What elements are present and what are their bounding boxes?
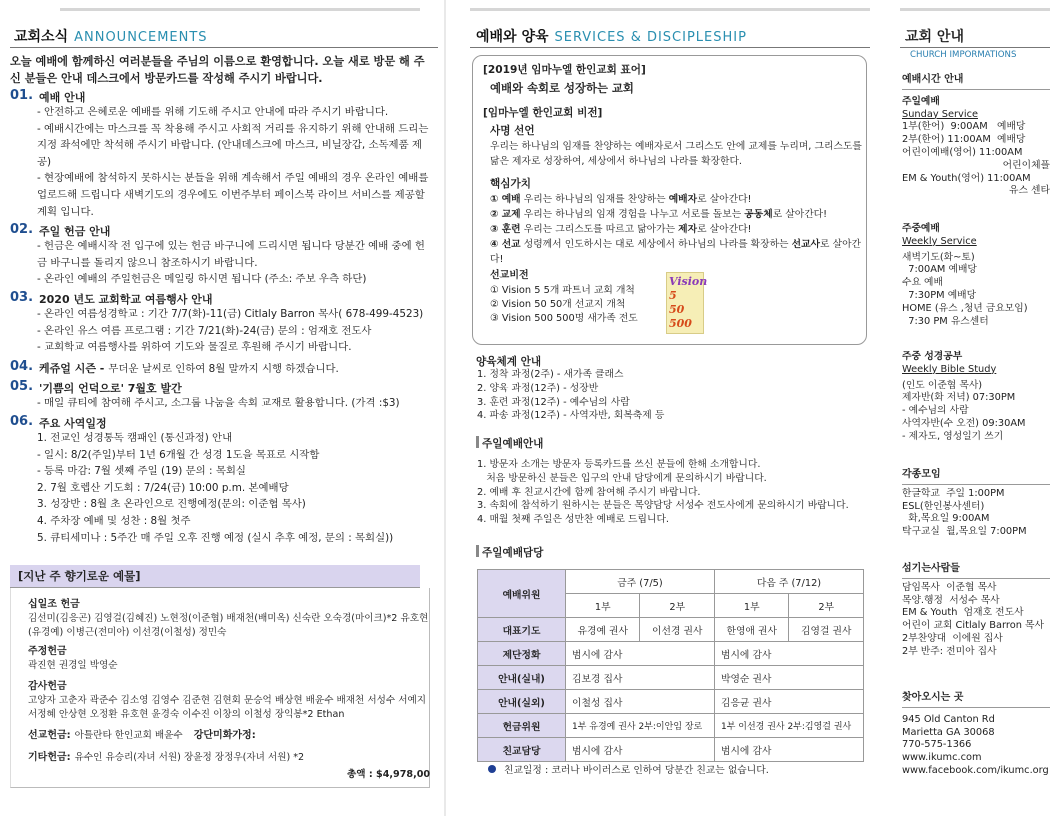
announcement-title-text: '기쁨의 언덕으로' 7월호 발간 — [39, 382, 182, 395]
vision-graphic-word: Vision — [669, 275, 708, 288]
servant-line: 목양.행정 서성수 목사 — [902, 594, 1000, 606]
duty-cell: 유경예 권사 — [566, 618, 640, 642]
sunday-guide-item: 1. 방문자 소개는 방문자 등록카드를 쓰신 분들에 한해 소개합니다. — [477, 459, 761, 470]
duty-cell: 1부 이선경 권사 2부:김영걸 권사 — [714, 714, 863, 738]
announcement-body — [37, 395, 432, 412]
duty-cell: 이선경 권사 — [640, 618, 715, 642]
announcement-line: 5. 큐티세미나 : 5주간 매 주일 오후 진행 예정 (실시 추후 예정, 문의 : 목회실)) — [37, 531, 394, 544]
core-value-em: 공동체 — [744, 209, 773, 220]
mission-vision-item: ③ Vision 500 500명 새가족 전도 — [490, 313, 638, 324]
offering-group-title: 주정헌금 — [28, 646, 67, 657]
duty-cell: 범시에 감사 — [566, 738, 715, 762]
announcement-line: - 매일 큐티에 참여해 주시고, 소그룹 나눔을 속회 교재로 활용합니다. (가격 :$3) — [37, 397, 400, 409]
bible-study-title: 주중 성경공부 — [902, 351, 963, 362]
vision-graphic-5: 5 — [669, 289, 677, 302]
duty-cell: 범시에 감사 — [714, 738, 863, 762]
core-value-text: 우리는 그리스도를 따르고 닮아가는 — [520, 224, 679, 235]
church-info-subtitle: CHURCH IMPORMATIONS — [910, 50, 1017, 60]
vision-graphic-500: 500 — [669, 317, 692, 330]
duty-cell: 범시에 감사 — [566, 642, 715, 666]
announcement-title — [39, 89, 85, 105]
location-line: 945 Old Canton Rd — [902, 713, 995, 725]
weekly-line: 수요 예배 — [902, 277, 943, 289]
core-value-text: 우리는 하나님의 임재 경험을 나누고 서로를 돌보는 — [520, 209, 745, 220]
offering-title-box — [10, 565, 420, 588]
weekly-line: 새벽기도(화~토) — [902, 251, 975, 263]
announcement-title-text: 주요 사역일정 — [39, 417, 107, 430]
services-title-en: SERVICES & DISCIPLESHIP — [554, 30, 747, 45]
announcement-title — [39, 380, 182, 396]
announcement-body — [37, 430, 432, 546]
announcement-line: 2. 7월 호렙산 기도회 : 7/24(금) 10:00 p.m. 본예배당 — [37, 481, 289, 494]
sunday-times — [902, 121, 1050, 159]
duty-role: 대표기도 — [478, 618, 566, 642]
core-value-post: 로 살아간다! — [772, 209, 828, 220]
servants-lines — [902, 582, 1050, 659]
announcement-number: 06. — [10, 414, 34, 429]
duty-role: 안내(실외) — [478, 690, 566, 714]
announcements-title-ko: 교회소식 — [14, 29, 69, 45]
sunday-guide-item: 3. 속회에 참석하기 원하시는 분들은 목양담당 서성수 전도사에게 문의하시기 바랍니다. — [477, 500, 849, 512]
location-line: Marietta GA 30068 — [902, 726, 995, 738]
announcement-number: 04. — [10, 359, 34, 374]
core-value-num: ④ 선교 — [490, 239, 521, 250]
groups — [902, 469, 1050, 539]
bullet-dot-icon — [488, 765, 496, 773]
sunday-guide-list — [477, 458, 867, 527]
servant-line: 2부 반주: 전미아 집사 — [902, 645, 997, 657]
bible-line: 사역자반(수 오전) 09:30AM — [902, 417, 1026, 429]
core-value-num: ① 예배 — [490, 194, 521, 205]
duty-cell: 1부 유경예 권사 2부:이안임 장로 — [566, 714, 715, 738]
sunday-service-title: 주일예배 — [902, 95, 940, 107]
vision-label: [임마누엘 한인교회 비전] — [483, 107, 603, 119]
announcement-number: 01. — [10, 88, 34, 103]
motto-label: [2019년 임마누엘 한인교회 표어] — [483, 64, 646, 76]
duty-this-week: 금주 (7/5) — [566, 570, 715, 594]
announcement-number: 02. — [10, 222, 34, 237]
location-title: 찾아오시는 곳 — [902, 692, 1050, 708]
announcements-title-en: ANNOUNCEMENTS — [74, 30, 208, 45]
nurture-item: 2. 양육 과정(12주) - 성장반 — [477, 382, 599, 394]
header-rule — [900, 47, 1050, 48]
duty-corner: 예배위원 — [478, 570, 566, 618]
core-value — [490, 207, 862, 222]
duty-next-week: 다음 주 (7/12) — [714, 570, 863, 594]
announcements-header — [14, 26, 208, 46]
duty-row — [478, 738, 864, 762]
mission-title: 사명 선언 — [490, 125, 535, 137]
motto-text: 예배와 속회로 성장하는 교회 — [490, 81, 634, 95]
announcement-line: - 일시: 8/2(주일)부터 1년 6개월 간 성경 1도을 목표로 시작함 — [37, 448, 320, 461]
servant-line: EM & Youth 엄재호 전도사 — [902, 607, 1024, 619]
duty-cell: 한영애 권사 — [714, 618, 788, 642]
section-bar-icon — [476, 436, 479, 448]
services-header — [476, 26, 747, 46]
announcement-line: - 현장예배에 참석하지 못하시는 분들을 위해 계속해서 주일 예배의 경우 온라인 예배를 업로드해 드립니다 새벽기도의 경우에도 이번주부터 페이스북 라이브 서비스를 제공할 계획 입니다. — [37, 172, 429, 218]
offering-group-names: 곽진현 권경일 박영순 — [28, 660, 118, 671]
section-bar-icon — [476, 545, 479, 557]
location-line: www.ikumc.com — [902, 752, 982, 764]
announcement-number: 03. — [10, 290, 34, 305]
core-value — [490, 222, 862, 237]
announcement-line: - 등록 마감: 7월 셋째 주일 (19) 문의 : 목회실 — [37, 465, 246, 478]
group-line: 한글학교 주일 1:00PM — [902, 487, 1005, 499]
sunday-guide-item: 2. 예배 후 친교시간에 함께 참여해 주시기 바랍니다. — [477, 486, 701, 498]
group-line: 화,목요일 9:00AM — [902, 513, 990, 525]
location-lines — [902, 714, 1050, 778]
announcement-body — [37, 238, 432, 288]
duty-cell: 이철성 집사 — [566, 690, 715, 714]
offering-group — [28, 645, 433, 673]
mission-vision-item: ① Vision 5 5개 파트너 교회 개척 — [490, 285, 635, 296]
duty-header-row — [478, 570, 864, 594]
announcement-line: - 온라인 예배의 주일헌금은 메일링 하시면 됩니다 (주소: 주보 우측 하단) — [37, 273, 367, 286]
sunday-guide-item: 처음 방문하신 분들은 입구의 안내 담당에게 문의하시기 바랍니다. — [477, 472, 767, 484]
duty-role: 친교담당 — [478, 738, 566, 762]
announcement-number: 05. — [10, 379, 34, 394]
sunday-time-line: 어린이예배(영어) 11:00AM — [902, 146, 1023, 158]
nurture-item: 3. 훈련 과정(12주) - 예수님의 사람 — [477, 396, 630, 408]
announcement-line: - 예배시간에는 마스크를 꼭 착용해 주시고 사회적 거리를 유지하기 위해 안내해 드리는 지정 좌석에만 착석해 주시기 바랍니다. (안내데스크에 마스크, 비닐장갑, 소독제품 제공) — [37, 122, 429, 168]
weekly-line: HOME (유스 ,청년 금요모임) — [902, 302, 1028, 314]
duty-table — [477, 569, 864, 762]
weekly-line: 7:30 PM 유스센터 — [902, 315, 989, 327]
offering-group — [28, 751, 433, 765]
announcement-title-text: 케쥬얼 시즌 - — [39, 362, 105, 375]
core-value-em: 제자 — [678, 224, 698, 235]
duty-title — [476, 545, 543, 560]
core-value-post: 로 살아간다! — [697, 194, 752, 205]
announcement-title — [39, 291, 212, 307]
duty-cell: 김응균 권사 — [714, 690, 863, 714]
services-title-ko: 예배와 양육 — [476, 29, 549, 45]
announcement-line: 3. 성장반 : 8월 초 온라인으로 진행예정(문의: 이준협 목사) — [37, 498, 306, 511]
location — [902, 692, 1050, 778]
core-value — [490, 192, 862, 207]
core-value-num: ② 교제 — [490, 209, 521, 220]
bible-line: (인도 이준협 목사) — [902, 379, 983, 391]
duty-part: 2부 — [640, 594, 715, 618]
welcome-intro: 오늘 예배에 함께하신 여러분들을 주님의 이름으로 환영합니다. 오늘 새로 방문 해 주신 분들은 안내 데스크에서 방문카드를 작성해 주시기 바랍니다. — [10, 55, 425, 85]
bible-line: - 제자도, 영성일기 쓰기 — [902, 430, 1004, 442]
servant-line: 어린이 교회 Citlaly Barron 목사 — [902, 620, 1044, 632]
nurture-list — [477, 368, 867, 423]
sunday-time-line: 2부(한어) 11:00AM 예배당 — [902, 134, 1026, 146]
location-line: www.facebook.com/ikumc.org — [902, 764, 1049, 776]
servants — [902, 563, 1050, 659]
weekly-service — [902, 223, 1050, 328]
duty-row — [478, 642, 864, 666]
announcement-line: - 온라인 여름성경학교 : 기간 7/7(화)-11(금) Citlaly Barron 목사( 678-499-4523) — [37, 308, 424, 320]
groups-title: 각종모임 — [902, 469, 1050, 485]
duty-role: 제단정화 — [478, 642, 566, 666]
offering-group — [28, 680, 433, 722]
servant-line: 2부찬양대 이에원 집사 — [902, 632, 1003, 644]
duty-role: 안내(실내) — [478, 666, 566, 690]
core-value-em: 선교사 — [791, 239, 821, 250]
offering-group-title: 기타헌금: — [28, 752, 71, 763]
announcement-title-text: 2020 년도 교회학교 여름행사 안내 — [39, 293, 213, 306]
top-bar-mid — [470, 8, 870, 11]
em-youth-time: EM & Youth(영어) 11:00AM — [902, 172, 1031, 184]
weekly-lines — [902, 252, 1050, 329]
announcement-line: - 안전하고 은혜로운 예배를 위해 기도해 주시고 안내에 따라 주시기 바랍니다. — [37, 106, 389, 118]
youth-center: 유스 센타 — [1009, 185, 1050, 197]
announcement-title-text: 예배 안내 — [39, 91, 86, 104]
announcement-title — [39, 415, 107, 431]
core-value-post: 로 살아간다! — [697, 224, 752, 235]
duty-cell: 김영걸 권사 — [789, 618, 864, 642]
offering-total: 총액 : $4,978,00 — [347, 769, 431, 780]
location-line: 770-575-1366 — [902, 739, 972, 751]
announcement-title-text: 주일 헌금 안내 — [39, 225, 111, 238]
duty-role: 헌금위원 — [478, 714, 566, 738]
announcement-line: - 온라인 유스 여름 프로그램 : 기간 7/21(화)-24(금) 문의 : 엄재호 전도사 — [37, 324, 372, 337]
weekly-line: 7:30PM 예배당 — [902, 289, 977, 301]
offering-group — [28, 598, 433, 640]
sunday-time-line: 1부(한어) 9:00AM 예배당 — [902, 121, 1026, 133]
duty-cell: 박영순 권사 — [714, 666, 863, 690]
announcement-title-rest: 무더운 날씨로 인하여 8월 말까지 시행 하겠습니다. — [108, 363, 339, 375]
mission-text: 우리는 하나님의 임재를 찬양하는 예배자로서 그리스도 안에 교제를 누리며, 그리스도를 닮은 제자로 성장하여, 세상에서 하나님의 나라를 확장한다. — [490, 141, 862, 167]
top-bar-left — [60, 8, 420, 11]
column-divider — [444, 0, 446, 816]
weekly-line: 7:00AM 예배당 — [902, 264, 977, 276]
core-value-em: 예배자 — [668, 194, 698, 205]
announcement-title — [39, 360, 339, 376]
announcement-line: 1. 전교인 성경통독 캠패인 (통신과정) 안내 — [37, 432, 233, 444]
offering-group-names: 고양자 고춘자 곽준수 김소영 김영수 김준현 김현회 문승억 배상현 배윤수 배재천 서성수 서예지 서정혜 안상현 오정환 유호현 윤경숙 이수진 이창의 이철성 장익봉*2 Ethan — [28, 695, 427, 720]
duty-title-text: 주일예배담당 — [482, 547, 544, 559]
duty-row — [478, 666, 864, 690]
bible-line: 제자반(화 저녁) 07:30PM — [902, 392, 1016, 404]
duty-row — [478, 690, 864, 714]
offering-title: [지난 주 향기로운 예물] — [18, 569, 141, 583]
announcement-line: 4. 주차장 예배 및 성찬 : 8월 첫주 — [37, 514, 191, 527]
header-rule — [10, 47, 438, 48]
duty-part: 2부 — [789, 594, 864, 618]
header-rule — [470, 47, 870, 48]
offering-group — [28, 729, 433, 743]
offering-group-title: 십일조 헌금 — [28, 599, 80, 610]
core-value — [490, 237, 862, 267]
core-value-post: 로 살아간다! — [490, 239, 862, 265]
vision-graphic-50: 50 — [669, 303, 685, 316]
group-line: ESL(한인봉사센터) — [902, 500, 985, 512]
announcement-body — [37, 104, 432, 220]
worship-times-title: 예배시간 안내 — [902, 74, 1050, 90]
mission-vision-item: ② Vision 50 50개 선교지 개척 — [490, 299, 626, 310]
nurture-title-text: 양육체계 안내 — [476, 356, 542, 368]
duty-row — [478, 618, 864, 642]
servant-line: 담임목사 이준협 목사 — [902, 581, 997, 593]
worship-times — [902, 74, 1050, 198]
mission-vision-title: 선교비전 — [490, 270, 529, 281]
core-value-text: 성령께서 인도하시는 대로 세상에서 하나님의 나라를 확장하는 — [520, 239, 792, 250]
bible-study-en: Weekly Bible Study — [902, 363, 997, 375]
offering-group-names: 아틀란타 한인교회 배윤수 — [74, 730, 186, 741]
vision-graphic — [666, 272, 708, 334]
duty-part: 1부 — [714, 594, 788, 618]
sunday-guide-item: 4. 매월 첫째 주일은 성만찬 예배로 드립니다. — [477, 514, 670, 526]
announcement-title — [39, 223, 110, 239]
servants-title: 섬기는사람들 — [902, 563, 1050, 579]
fellowship-note — [488, 762, 769, 776]
church-info-title: 교회 안내 — [905, 29, 964, 45]
offering-group-title-2: 강단미화가정: — [193, 730, 256, 741]
group-line: 탁구교실 월,목요일 7:00PM — [902, 526, 1027, 538]
nurture-item: 1. 정착 과정(2주) - 새가족 클래스 — [477, 369, 624, 380]
top-bar-right — [900, 8, 1050, 11]
bible-line: - 예수님의 사람 — [902, 405, 969, 417]
offering-group-names: 김선미(김응곤) 김영걸(김혜진) 노현정(이준협) 배재천(배미옥) 신숙란 오숙경(마이크)*2 유호현(유경예) 이병근(전미아) 이선경(이철성) 정민숙 — [28, 613, 429, 638]
duty-cell: 김보경 집사 — [566, 666, 715, 690]
sunday-service-en: Sunday Service — [902, 108, 978, 120]
offering-group-title: 선교헌금: — [28, 730, 71, 741]
duty-row — [478, 714, 864, 738]
bible-lines — [902, 380, 1050, 444]
kids-chapel: 어린이체플 — [1002, 159, 1050, 171]
offering-group-names: 유수인 유승리(자녀 서원) 장윤정 장정우(자녀 서원) *2 — [74, 752, 305, 763]
bible-study — [902, 351, 1050, 444]
duty-part: 1부 — [566, 594, 640, 618]
announcement-line: - 교회학교 여름행사를 위하여 기도와 물질로 후원해 주시기 바랍니다. — [37, 341, 352, 354]
sunday-guide-title-text: 주일예배안내 — [482, 438, 544, 450]
weekly-service-en: Weekly Service — [902, 235, 977, 247]
core-value-text: 우리는 하나님의 임재를 찬양하는 — [520, 194, 669, 205]
announcement-body — [37, 306, 432, 356]
offering-group-title: 감사헌금 — [28, 681, 67, 692]
announcement-line: - 헌금은 예배시작 전 입구에 있는 헌금 바구니에 드리시면 됩니다 당분간 예배 중에 헌금 바구니를 돌리지 않으니 참조하시기 바랍니다. — [37, 240, 425, 269]
sunday-guide-title — [476, 436, 543, 451]
nurture-title — [476, 354, 541, 369]
weekly-service-title: 주중예배 — [902, 223, 940, 234]
core-value-num: ③ 훈련 — [490, 224, 521, 235]
duty-cell: 범시에 감사 — [714, 642, 863, 666]
fellowship-note-text: 친교일정 : 코러나 바이러스로 인하여 당분간 친교는 없습니다. — [504, 765, 769, 776]
nurture-item: 4. 파송 과정(12주) - 사역자반, 회복축제 등 — [477, 410, 665, 422]
groups-lines — [902, 488, 1050, 539]
values-title: 핵심가치 — [490, 178, 531, 190]
